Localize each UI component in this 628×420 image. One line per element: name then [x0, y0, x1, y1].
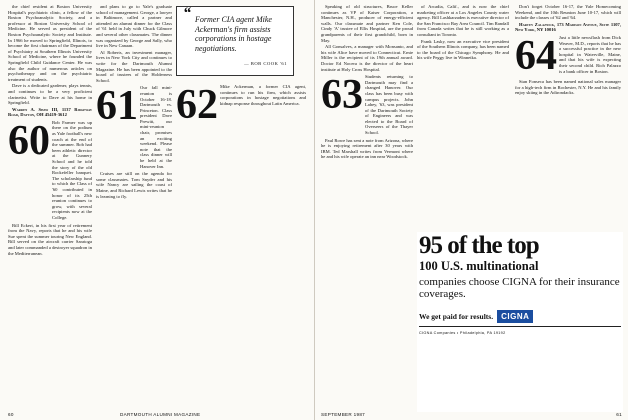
paragraph: Students returning to Dartmouth may find a changed Hanover. Our class has been busy with campus projects. John Lahey, '63, was president of the Dartmouth Society of Engineers and was elected to the Board of Overseers of the Thayer School.	[365, 74, 413, 136]
ad-tagline: We get paid for results.	[419, 312, 494, 321]
paragraph: Bill Eckert, in his first year of retirement from the Navy, reports that he and his wife Sue spent the summer touring New England. Bill served on the aircraft carrier Saratoga and later commanded a destroyer squadron in the Mediterranean.	[8, 222, 92, 256]
class-number-60: 60	[8, 117, 50, 164]
class-block-60	[8, 117, 92, 221]
class-number-64: 64	[515, 32, 557, 79]
paragraph: and plans to go to Yale's graduate school of management. George, a lawyer in Baltimore, called a partner and attended an alumni dinner for the Class of '61 held in July with Chuck Gilmore and several other classmates. The dinner was organized by George and Sally, who live in New Canaan.	[96, 4, 172, 49]
paragraph: Mike Ackerman, a former CIA agent, continues to run his firm, which assists corporations in hostage negotiations and kidnap response throughout Latin America.	[220, 84, 306, 106]
paragraph: Cruises are still on the agenda for some classmates. Tom Snyder and his wife Nancy are sailing the coast of Maine, and Richard Lewis writes that he is learning to fly.	[96, 171, 172, 199]
ad-tagline-row	[419, 310, 621, 323]
ad-subheadline: 100 U.S. multinational	[419, 259, 539, 273]
paragraph: Don't forget October 16-17, the Yale Homecoming Weekend, and the 10th Reunion June 10-17, which will include the classes of '62 and '64.	[515, 4, 621, 21]
ad-body: companies choose CIGNA for their insurance coverages.	[419, 276, 620, 300]
paragraph: Stan Fonseca has been named national sales manager for a high-tech firm in Rochester, N.Y. He and his family enjoy skiing in the Adirondacks.	[515, 78, 621, 96]
pull-quote-byline: — BOB COOK '61	[244, 61, 287, 66]
paragraph: Just a little newsflash from Dick Weaver, M.D., reports that he has a successful practice in the new hospital in Waterville, Maine, and that his wife is expecting their second child. Rich Palazzo is a bank officer in Boston.	[559, 34, 621, 74]
paragraph: Paul Rowe has sent a note from Arizona, where he is enjoying retirement after 30 years with IBM. Ted Marshall writes from Vermont where he and his wife operate an inn near Woodstock.	[321, 137, 413, 160]
divider	[419, 326, 621, 327]
class-block-64	[515, 32, 621, 79]
right-column-3	[515, 4, 621, 228]
class-number-62: 62	[176, 82, 218, 128]
magazine-name: DARTMOUTH ALUMNI MAGAZINE	[120, 412, 201, 417]
paragraph: Bob Farmer was up there on the podium as Yale football's new coach at the end of the summer. Bob had been athletic director at the Gunnery School and he told the story of the old Rockefeller banquet. The scholarship fund to which the Class of '60 contributed in honor of its 25th reunion continues to grow, with several recipients now at the College.	[52, 119, 92, 220]
paragraph: Our fall mini-reunion is October 16-18. Dartmouth vs. Princeton. Class president Dave Prewitt, our mini-reunion chair, promises an exciting weekend. Please note that the class dinner will be held at the Hanover Inn.	[140, 85, 172, 169]
left-column-1	[8, 4, 92, 408]
right-column-2	[417, 4, 509, 228]
cigna-advertisement	[417, 232, 623, 412]
pull-quote-text: Former CIA agent Mike Ackerman's firm assists corporations in hostage negotiations.	[195, 15, 272, 53]
issue-date: SEPTEMBER 1987	[321, 412, 366, 417]
paragraph: of Arcadia, Calif., and is now the chief marketing officer at a Los Angeles County water agency. Bill Lashkarzaden is executive director of the San Francisco Bay Area Council. Tim Randall from Canada writes that he is still working as a consultant in Toronto.	[417, 4, 509, 37]
class-block-61	[96, 85, 172, 169]
quote-mark-icon: “	[183, 5, 191, 22]
class-block-62	[176, 84, 306, 126]
class-secretary-address: Harvey Zalaznick, 173 Madison Avenue, Suite 1107, New York, NY 10016	[515, 21, 621, 33]
paragraph: Frank Lasky, now an executive vice president of the Southern Illinois company, has been named to the board of the Chicago Symphony. He and his wife Peggy live in Winnetka.	[417, 38, 509, 61]
paragraph: Speaking of old structures, Bruce Keller continues as VP of Kaiser Corporation, a Manchester, N.H., producer of energy-efficient walls. Our classmate and partner Ken Cole, Cindy 'A' trustee of Ellis Hospital, are the proud grandparents of their first grandchild, born in May.	[321, 4, 413, 43]
paragraph: the chief resident at Boston University Hospital's psychiatric clinic, a fellow of the Boston Psychoanalytic Society, and a professor at Boston University School of Medicine. He served as president of the Boston Psychoanalytic Society and Institute. In 1966 he moved to Springfield, Illinois, to become the first chairman of the Department of Psychiatry at Southern Illinois University School of Medicine, where he founded the Springfield Child Guidance Center. He was also the author of numerous articles on psychotherapy and on the psychiatric treatment of students.	[8, 4, 92, 82]
left-column-2	[96, 4, 172, 408]
paragraph: Dave is a dedicated gardener, plays tennis, and continues to be a very proficient clarinetist. Write to Dave at his home in Springfield.	[8, 83, 92, 106]
ad-address: CIGNA Companies • Philadelphia, PA 19192	[419, 331, 506, 335]
paragraph: All Gonsalves, a manager with Monsanto, and his wife Alice have moved to Connecticut. Ernie Miller is the recipient of its 19th annual award. Doctor Ed Nocera is the director of the heart institute at Holy Cross Hospital.	[321, 44, 413, 72]
class-secretary-address: Warren A. Shaw III, 1137 Ridgeway Road, Dayton, OH 45419-3612	[8, 106, 92, 118]
cigna-logo: CIGNA	[497, 310, 533, 323]
left-column-3	[176, 82, 306, 408]
class-number-61: 61	[96, 83, 138, 130]
paragraph: Al Roberts, an investment manager, lives in New York City and continues to write for the Dartmouth Alumni Magazine. He has been appointed to the board of trustees of the Holderness School.	[96, 49, 172, 83]
class-number-63: 63	[321, 72, 363, 119]
right-page-number: 61	[616, 412, 622, 417]
class-block-63	[321, 74, 413, 136]
right-column-1	[321, 4, 413, 408]
right-page	[314, 0, 628, 420]
left-page-number: 60	[8, 412, 14, 417]
ad-headline: 95 of the top	[419, 232, 539, 259]
pull-quote-box	[176, 6, 294, 76]
